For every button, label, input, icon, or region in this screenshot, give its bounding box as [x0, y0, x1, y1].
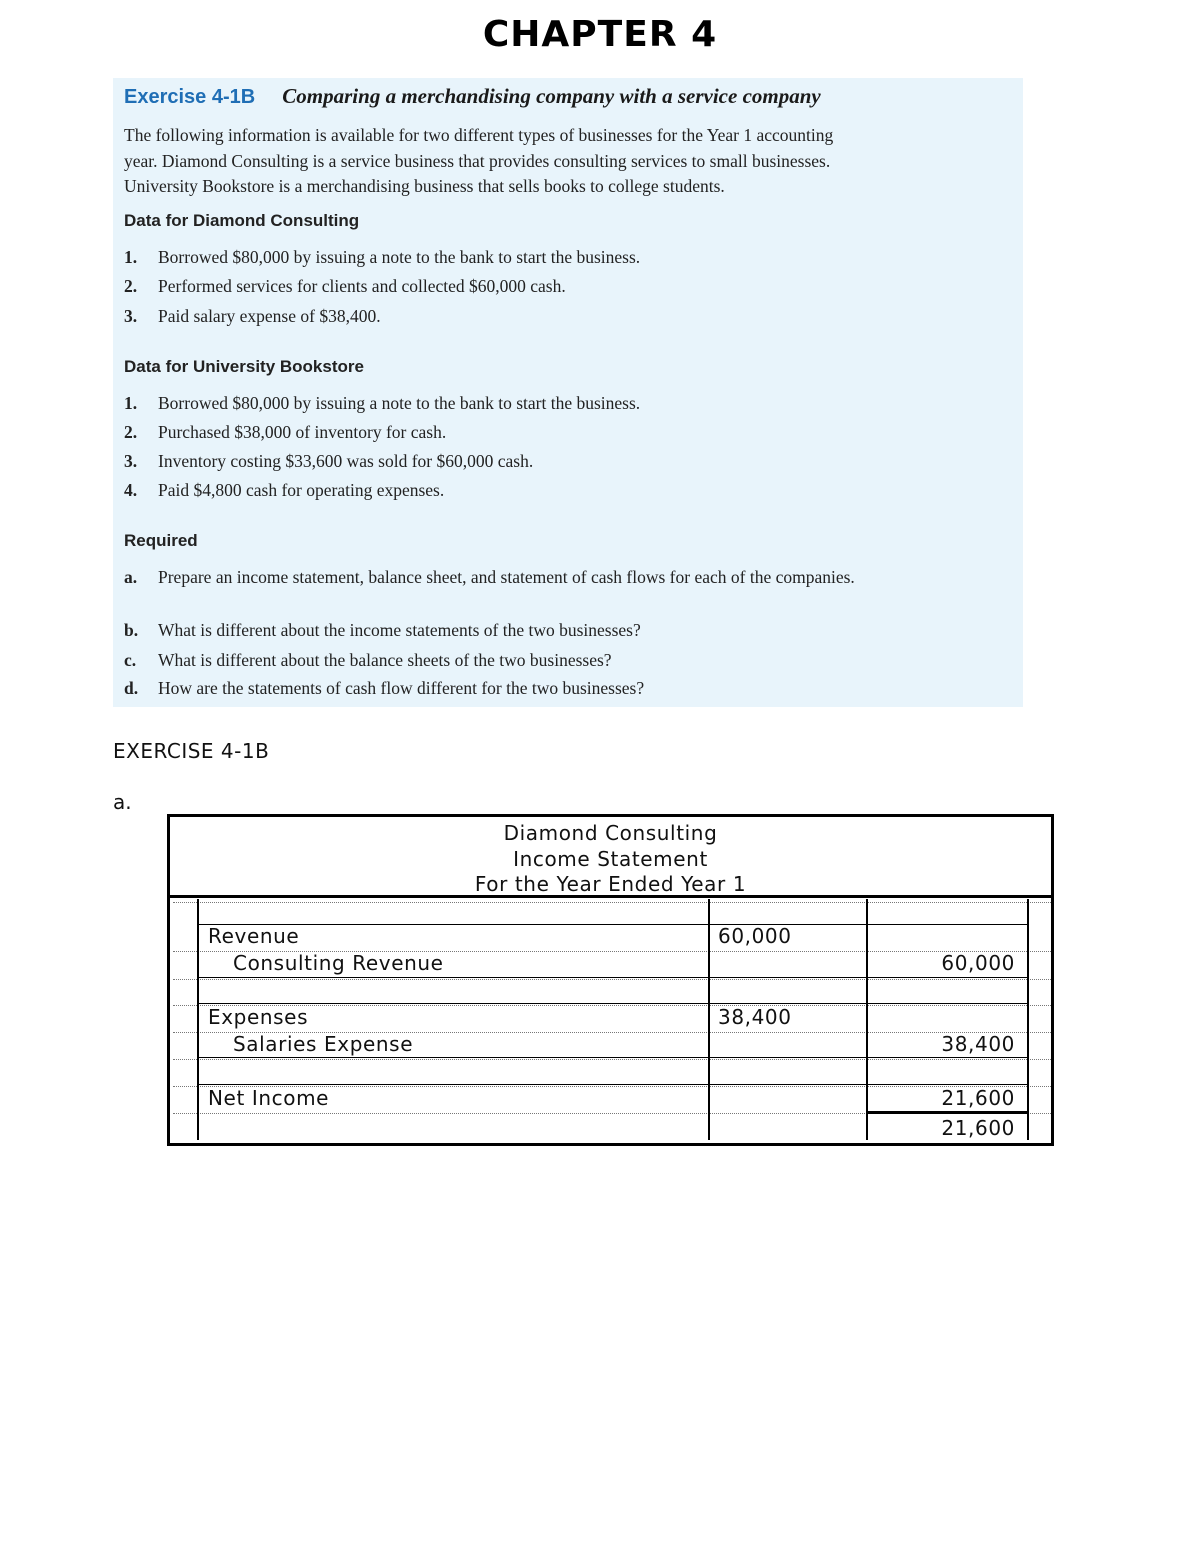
diamond-item [124, 304, 984, 328]
diamond-item [124, 245, 984, 269]
item-text: Performed services for clients and collected $60,000 cash. [158, 276, 566, 296]
item-text: What is different about the income statements of the two businesses? [158, 620, 641, 640]
income-statement [167, 814, 1054, 1146]
consulting-revenue-label: Consulting Revenue [233, 951, 444, 975]
column-rule [866, 899, 868, 1140]
item-text: Borrowed $80,000 by issuing a note to the bank to start the business. [158, 247, 641, 267]
item-marker: 1. [124, 247, 138, 267]
item-text: Purchased $38,000 of inventory for cash. [158, 422, 447, 442]
bookstore-item [124, 449, 984, 473]
item-marker: 3. [124, 306, 138, 326]
column-rule [708, 899, 710, 1140]
net-income-label: Net Income [208, 1086, 330, 1110]
item-text: What is different about the balance sheets of the two businesses? [158, 650, 612, 670]
required-item [124, 648, 984, 672]
revenue-label: Revenue [208, 924, 300, 948]
item-marker: 4. [124, 480, 138, 500]
net-income-value: 21,600 [941, 1086, 1015, 1110]
bookstore-item [124, 478, 984, 502]
exercise-number: Exercise 4-1B [124, 86, 256, 108]
exercise-header [124, 84, 821, 109]
item-marker: a. [124, 567, 138, 587]
expenses-total: 38,400 [941, 1032, 1015, 1056]
item-marker: 2. [124, 422, 138, 442]
exercise-intro [124, 123, 984, 200]
intro-line: University Bookstore is a merchandising business that sells books to college students. [124, 176, 725, 196]
grid-line [173, 902, 1051, 903]
item-marker: 3. [124, 451, 138, 471]
revenue-total: 60,000 [941, 951, 1015, 975]
item-text: Borrowed $80,000 by issuing a note to the bank to start the business. [158, 393, 641, 413]
item-text: Paid $4,800 cash for operating expenses. [158, 480, 445, 500]
intro-line: The following information is available for two different types of businesses for the Year 1 accounting [124, 125, 834, 145]
statement-name: Income Statement [513, 846, 708, 871]
item-text: Paid salary expense of $38,400. [158, 306, 381, 326]
item-marker: b. [124, 620, 139, 640]
required-item [124, 565, 984, 589]
required-item [124, 618, 984, 642]
part-label: a. [113, 790, 132, 814]
intro-line: year. Diamond Consulting is a service business that provides consulting services to small businesses. [124, 150, 831, 171]
grid-line [173, 1059, 1051, 1060]
item-text: How are the statements of cash flow different for the two businesses? [158, 678, 645, 698]
net-income-rule [868, 1111, 1029, 1114]
statement-header [170, 817, 1051, 898]
row-rule [197, 1057, 1029, 1058]
expenses-subtotal: 38,400 [718, 1005, 792, 1029]
item-marker: c. [124, 650, 137, 670]
required-item [124, 676, 984, 700]
revenue-subtotal: 60,000 [718, 924, 792, 948]
item-marker: 2. [124, 276, 138, 296]
statement-period: For the Year Ended Year 1 [474, 872, 747, 896]
item-marker: 1. [124, 393, 138, 413]
diamond-item [124, 274, 984, 298]
company-name: Diamond Consulting [503, 821, 718, 845]
bookstore-item [124, 420, 984, 444]
net-income-repeat-value: 21,600 [941, 1116, 1015, 1140]
item-text: Inventory costing $33,600 was sold for $60,000 cash. [158, 451, 534, 471]
bookstore-item [124, 391, 984, 415]
bookstore-data-heading: Data for University Bookstore [124, 357, 364, 376]
grid-line [173, 979, 1051, 980]
column-rule [197, 899, 199, 1140]
required-heading: Required [124, 531, 198, 550]
row-rule [197, 924, 1029, 925]
answer-label: EXERCISE 4-1B [113, 739, 270, 763]
row-rule [197, 1003, 1029, 1004]
exercise-box [113, 78, 1023, 707]
expenses-label: Expenses [208, 1005, 309, 1029]
column-rule [1027, 899, 1029, 1140]
salaries-expense-label: Salaries Expense [233, 1032, 414, 1056]
chapter-title: CHAPTER 4 [482, 14, 718, 55]
item-marker: d. [124, 678, 139, 698]
diamond-data-heading: Data for Diamond Consulting [124, 211, 360, 230]
item-text: Prepare an income statement, balance sheet, and statement of cash flows for each of the companies. [158, 567, 855, 587]
exercise-title: Comparing a merchandising company with a service company [282, 84, 821, 108]
row-rule [197, 977, 1029, 978]
